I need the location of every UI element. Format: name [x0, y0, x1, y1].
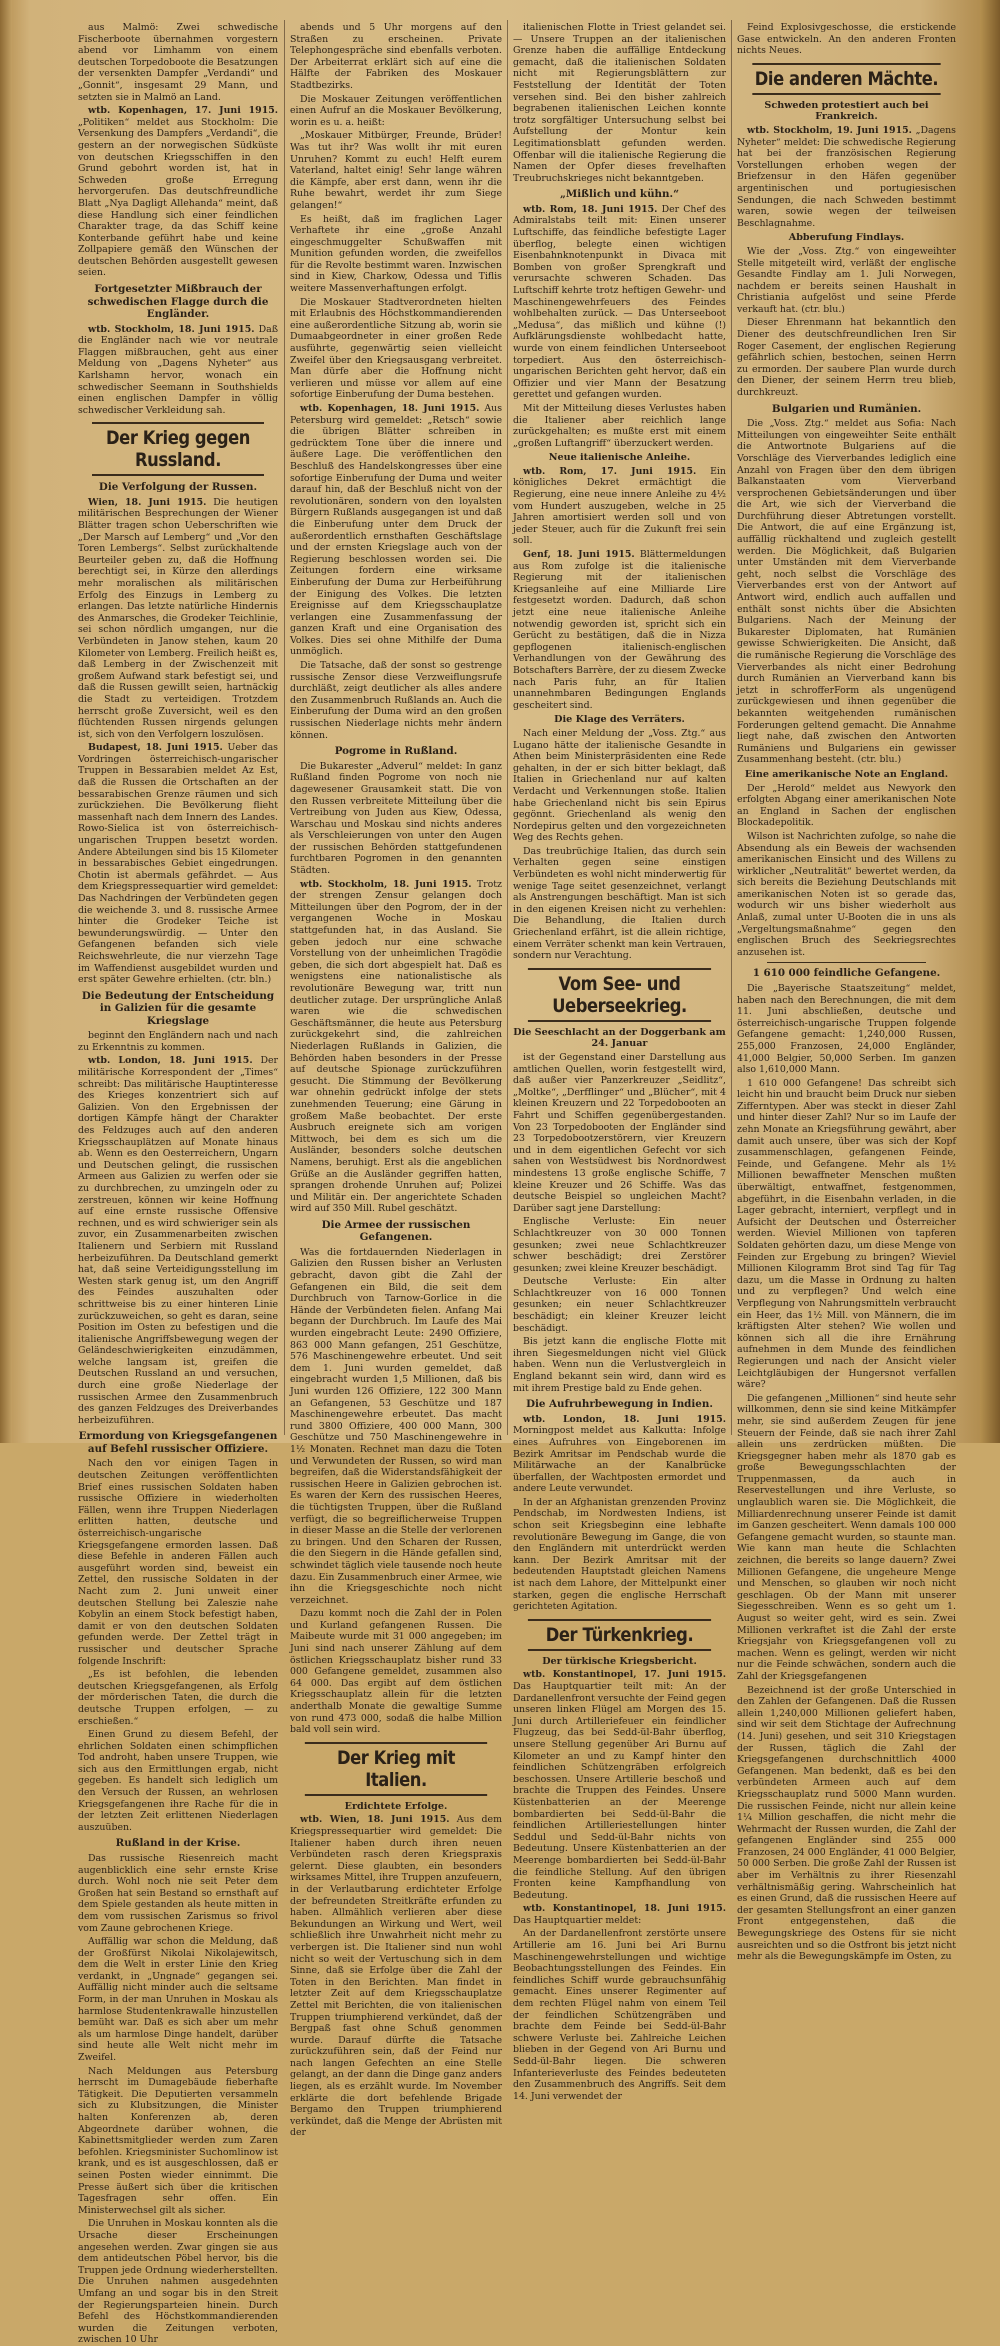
paragraph: italienischen Flotte in Triest gelandet sei. — Unsere Truppen an der italienischen Grenze haben die auffällige Entdeckung gemacht, daß die italienischen Soldaten nicht mit Regierungsblättern zur Feststellung der Identität der Toten versehen sind. Bei den bisher zahlreich begrabenen italienischen Leichen konnte trotz sorgfältiger Untersuchung selbst bei Aufstellung der Montur kein Legitimationsblatt gefunden werden. Offenbar will die italienische Regierung die Namen der Opfer dieses frevelhaften Treubruchskrieges nicht bekanntgeben. [513, 22, 726, 184]
column-2 [290, 22, 503, 2139]
paragraph-text: Das Hauptquartier teilt mit: An der Dardanellenfront versuchte der Feind gegen unseren linken Flügel am Morgen des 15. Juni durch Artilleriefeuer ein feindlicher Flugzeug, das bei Sedd-ül-Bahr überflog, unsere Stellung gegenüber Ari Burnu auf Kilometer an und zu Kampf hinter den feindlichen Schützengräben erfolgreich beschossen. Unsere Artillerie beschoß und brachte die Truppen des Feindes. Unsere Küstenbatterien an der Meerenge bombardierten bei Sedd-ül-Bahr die feindlichen Artilleriestellungen hinter Seddul und Sedd-ül-Bahr nichts von Bedeutung. Unsere Küstenbatterien an der Meerenge bombardierten bei Sedd-ül-Bahr die feindliche Stellung. Auf den übrigen Fronten keine Kampfhandlung von Bedeutung. [513, 1681, 726, 1901]
paragraph [78, 1055, 278, 1426]
dateline: wtb. Konstantinopel, 17. Juni 1915. [523, 1669, 726, 1681]
article-heading: 1 610 000 feindliche Gefangene. [752, 967, 941, 980]
article-heading: Abberufung Findlays. [788, 232, 905, 244]
paragraph: Mit der Mitteilung dieses Verlustes haben die Italiener aber reichlich lange zurückgehalten; es mußte erst mit einem „großen Luftangriff“ überzuckert werden. [513, 402, 726, 449]
paragraph: „Moskauer Mitbürger, Freunde, Brüder! Was tut ihr? Was wollt ihr mit euren Unruhen? Kommt zu euch! Helft eurem Vaterland, haltet einig! Sehr lange währen die Kämpfe, aber erst dann, wenn ihr die Ruhe bewahrt, werdet ihr zum Siege gelangen!“ [290, 130, 502, 211]
article-heading: Bulgarien und Rumänien. [771, 402, 922, 415]
paragraph [513, 1414, 726, 1495]
paragraph: Die „Voss. Ztg.“ meldet aus Sofia: Nach Mitteilungen von eingeweihter Seite enthält die Antwortnote Bulgariens auf die Vorschläge des Vierverbandes lediglich eine Anzahl von Fragen über den dem übrigen Balkanstaaten vom Vierverband versprochenen Gebietsänderungen und über die Art, wie sich der Vierverband die Durchführung dieser Abtretungen vorstellt. Die Antwort, die auf eine Ergänzung ist, auffällig rückhaltend und zugleich gestellt werden. Die Möglichkeit, daß Bulgarien unter Umständen mit dem Vierverbande geht, noch selbst die Vorschläge des Vierverbandes erst von der Antwort auf Antwort wird, endlich auch auffallen und enthält sonst nichts über die Absichten Bulgariens. Nach der Meinung der Bukarester Diplomaten, hat Rumänien gewisse Schwierigkeiten. Die Ansicht, daß die rumänische Regierung die Vorschläge des Vierverbandes als nicht einer Bedrohung durch Rumänien an Vierverband kann bis jetzt in schrofferForm als ungenügend zurückgewiesen und ihnen gegenüber die bekannten weitgehenden rumänischen Forderungen geltend gemacht. Die Annahme liegt nahe, daß zwischen den Antworten Rumäniens und Bulgariens ein gewisser Zusammenhang besteht. (ctr. blu.) [737, 418, 956, 766]
paragraph: Einen Grund zu diesem Befehl, der ehrlichen Soldaten einen schimpflichen Tod androht, haben unsere Truppen, wie sich aus den Ermittlungen ergab, nicht gegeben. Es handelt sich lediglich um den Versuch der Russen, an wehrlosen Kriegsgefangenen ihre Rache für die in der letzten Zeit erlittenen Niederlagen auszuüben. [78, 1729, 278, 1833]
article-heading: Die Verfolgung der Russen. [98, 481, 258, 494]
paragraph [78, 105, 278, 279]
paragraph: „Es ist befohlen, die lebenden deutschen Kriegsgefangenen, als Erfolg der mörderischen Taten, die durch die deutsche Truppen erfolgen, — zu erschießen.“ [78, 1669, 278, 1727]
dateline: wtb. Wien, 18. Juni 1915. [300, 1814, 450, 1826]
paragraph: Das russische Riesenreich macht augenblicklich eine sehr ernste Krise durch. Wohl noch nie seit Peter dem Großen hat sein Bestand so ernsthaft auf dem Spiele gestanden als heute mitten in dem vom russischen Zarismus so frivol vom Zaune gebrochenen Kriege. [78, 1852, 278, 1934]
article-heading: Die Armee der russischen Gefangenen. [321, 1218, 471, 1244]
section-headline: Vom See- und Ueberseekrieg. [528, 968, 711, 1022]
dateline: Wien, 18. Juni 1915. [88, 496, 207, 508]
paragraph: abends und 5 Uhr morgens auf den Straßen zu erscheinen. Private Telephongespräche sind ebenfalls verboten. Der Arbeiterrat erklärt sich auf eine die Hälfte der Fabriken des Moskauer Stadtbezirks. [290, 22, 502, 91]
paragraph: In der an Afghanistan grenzenden Provinz Pendschab, im Nordwesten Indiens, ist schon seit Kriegsbeginn eine lebhafte revolutionäre Bewegung im Gange, die von den Engländern mit unterdrückt werden kann. Der Bezirk Amritsar mit der bedeutenden Hauptstadt gleichen Namens ist nach dem Lahore, der Mittelpunkt einer starken, gegen die englische Herrschaft gerichteten Agitation. [513, 1496, 726, 1613]
paragraph: Auffällig war schon die Meldung, daß der Großfürst Nikolai Nikolajewitsch, dem die Welt in erster Linie den Krieg verdankt, in „Ungnade“ gegangen sei. Auffällig nicht minder auch die seltsame Form, in der man Unruhen in Moskau als harmlose Studentenkrawalle hinzustellen bemüht war. Daß es sich aber um mehr als um harmlose Dinge handelt, darüber sind heute alle Welt nicht mehr im Zweifel. [78, 1936, 278, 2064]
section-headline: Der Krieg gegen Russland. [92, 422, 264, 476]
paragraph-text: Das Hauptquartier meldet: [513, 1914, 642, 1926]
column-rule [731, 20, 732, 1435]
dateline: wtb. Kopenhagen, 17. Juni 1915. [88, 105, 278, 117]
paragraph: Bis jetzt kann die englische Flotte mit ihren Siegesmeldungen nicht viel Glück haben. Wenn nun die Verlustvergleich in England bekannt sein wird, dann wird es mit ihrem Prestige bald zu Ende gehen. [513, 1336, 726, 1394]
paragraph [290, 1814, 502, 2139]
paragraph: Die Unruhen in Moskau konnten als die Ursache dieser Erscheinungen angesehen werden. Zwar gingen sie aus dem antideutschen Pöbel hervor, bis die Truppen jede Ordnung wiederherstellten. Die Unruhen nahmen ausgedehnten Umfang an und sogar bis in den Streit der Regierungsparteien hinein. Durch Befehl des Höchstkommandierenden wurden die Zeitungen verboten, zwischen 10 Uhr [78, 2218, 278, 2346]
paragraph-text: Daß die Engländer nach wie vor neutrale Flaggen mißbrauchen, geht aus einer Meldung von „Dagens Nyheter“ aus Karlshamn hervor, wonach ein schwedischer Seemann in Southshields einen englischen Dampfer in völlig schwedischer Verkleidung sah. [78, 323, 278, 416]
article-heading: Die Seeschlacht an der Doggerbank am 24. Januar [513, 1026, 726, 1050]
article-heading: Die Aufruhrbewegung in Indien. [526, 1398, 713, 1411]
paragraph [78, 497, 278, 740]
paragraph: Deutsche Verluste: Ein alter Schlachtkreuzer von 16 000 Tonnen gesunken; ein neuer Schlachtkreuzer beschädigt; ein kleiner Kreuzer leicht beschädigt. [513, 1276, 726, 1334]
paragraph: Englische Verluste: Ein neuer Schlachtkreuzer von 30 000 Tonnen gesunken; zwei neue Schlachtkreuzer schwer beschädigt; drei Zerstörer gesunken; zwei kleine Kreuzer beschädigt. [513, 1216, 726, 1274]
paragraph: Dieser Ehrenmann hat bekanntlich den Diener des deutschfreundlichen Iren Sir Roger Casement, der englischen Regierung gefährlich schien, bestochen, seinen Herrn zu ermorden. Der saubere Plan wurde durch den Diener, der seinem Herrn treu blieb, durchkreuzt. [737, 317, 956, 399]
paragraph-text: Blättermeldungen aus Rom zufolge ist die italienische Regierung mit der italienischen Kriegsanleihe auf eine Milliarde Lire festgesetzt worden. Dadurch, daß schon jetzt eine neue italienische Anleihe notwendig geworden ist, spricht sich ein Gerücht zu bestätigen, daß die in Nizza gepflogenen italienisch-englischen Verhandlungen von der Gewährung des Botschafters Barrère, der zu diesem Zwecke nach Paris fuhr, an für Italien unannehmbaren Bedingungen Englands gescheitert sind. [513, 549, 726, 711]
paragraph: Nach Meldungen aus Petersburg herrscht im Dumagebäude fieberhafte Tätigkeit. Die Deputierten versammeln sich zu Klubsitzungen, die Minister halten Konferenzen ab, deren Abgeordnete darüber wohnen, die Kabinettsmitglieder werden zum Zaren befohlen. Kriegsminister Suchomlinow ist krank, und es ist ausgeschlossen, daß er seinen Posten wieder einnimmt. Die Presse äußert sich über die kritischen Tagesfragen sehr offen. Ein Ministerwechsel gilt als sicher. [78, 2065, 278, 2216]
paragraph: Die „Bayerische Staatszeitung“ meldet, haben nach den Berechnungen, die mit dem 11. Juni abschließen, deutsche und österreichisch-ungarische Truppen folgende Gefangene gemacht: 1,240,000 Russen, 255,000 Franzosen, 24,000 Engländer, 41,000 Belgier, 50,000 Serben. Im ganzen also 1,610,000 Mann. [737, 982, 956, 1076]
paragraph-text: Der militärische Korrespondent der „Times“ schreibt: Das militärische Hauptinteresse des Krieges konzentriert sich auf Galizien. Von den Ergebnissen der dortigen Kämpfe hängt der Charakter des Feldzuges auch auf den anderen Kriegsschauplätzen auf Monate hinaus ab. Wenn es den Oesterreichern, Ungarn und Deutschen gelingt, die russischen Armeen aus Galizien zu werfen oder sie zu durchbrechen, zu umzingeln oder zu zerstreuen, können wir keine Hoffnung auf eine ernste russische Offensive rechnen, und es wird schwieriger sein als zuvor, ein Zusammenarbeiten zwischen Italienern und Serbiern mit Russland herbeizuführen. Da Deutschland gemerkt hat, daß seine Verteidigungsstellung im Westen stark genug ist, um den Angriff des Feindes auszuhalten oder schrittweise bis zu einer hinteren Linie zurückzuweichen, so geht es daran, seine Position im Osten zu befestigen und die italienische Angriffsbewegung wegen der Geländeschwierigkeiten einzudämmen, welche langsam ist, greifen die Deutschen Russland an und versuchen, durch eine große Niederlage der russischen Armee den Zusammenbruch des ganzen Feldzuges des Dreiverbandes herbeizuführen. [78, 1055, 279, 1426]
dateline: Budapest, 18. Juni 1915. [88, 742, 223, 754]
paragraph: beginnt den Engländern nach und nach zu Erkenntnis zu kommen. [78, 1030, 278, 1053]
section-headline: Der Türkenkrieg. [528, 1619, 711, 1651]
article-heading: Rußland in der Krise. [115, 1837, 241, 1850]
paragraph [513, 549, 726, 711]
paragraph: Das treubrüchige Italien, das durch sein Verhalten gegen seine einstigen Verbündeten es wohl nicht minderwertig für wenige Tage seitet gesenzeichnet, verlangt als Anstrengungen beschäftigt. Man ist sich in den eigenen Kreisen nicht zu verhehlen: Die Behandlung, die Italien durch Griechenland erfährt, ist die allein richtige, einem Verräter schenkt man kein Vertrauen, sondern nur Verachtung. [513, 845, 726, 962]
paragraph-text: Aus Petersburg wird gemeldet: „Retsch“ sowie die übrigen Blätter schreiben in gedrücktem Tone über die innere und äußere Lage. Die veröffentlichen den Beschluß des Handelskongresses über eine sofortige Einberufung der Duma und weiter darauf hin, daß der Beschluß nicht von der revolutionären, sondern von den loyalsten Bürgern Rußlands ausgegangen ist und daß die Einberufung unter dem Druck der außerordentlich ernsthaften Geschäftslage und der ernsten Kriegslage auch von der Regierung beschlossen worden sei. Die Zeitungen fordern eine wirksame Einberufung der Duma zur Herbeiführung der Einigung des Volkes. Die letzten Ereignisse auf dem Kriegsschauplatze verlangen eine Zusammenfassung der ganzen Kraft und eine Organisation des Volkes. Dies sei ohne Mithilfe der Duma unmöglich. [290, 403, 503, 658]
article-heading: Neue italienische Anleihe. [548, 452, 691, 464]
article-heading: Erdichtete Erfolge. [344, 1800, 448, 1812]
paragraph: Wie der „Voss. Ztg.“ von eingeweihter Stelle mitgeteilt wird, verläßt der englische Gesandte Findlay am 1. Juli Norwegen, nachdem er bereits seinen Haushalt in Christiania aufgelöst und seine Pferde verkauft hat. (ctr. blu.) [737, 245, 956, 315]
paragraph [513, 1669, 726, 1901]
dateline: wtb. Kopenhagen, 18. Juni 1915. [300, 403, 480, 414]
dateline: Genf, 18. Juni 1915. [523, 549, 635, 561]
paragraph: Was die fortdauernden Niederlagen in Galizien den Russen bisher an Verlusten gebracht, davon gibt die Zahl der Gefangenen ein Bild, die seit dem Durchbruch von Tarnow-Gorlice in die Hände der Verbündeten fielen. Anfang Mai begann der Durchbruch. Im Laufe des Mai wurden eingebracht Leute: 2490 Offiziere, 863 000 Mann gefangen, 251 Geschütze, 576 Maschinengewehre erbeutet. Und seit dem 1. Juni wurden gemeldet, daß eingebracht wurden 1,5 Millionen, daß bis Juni wurden 126 Offiziere, 122 300 Mann an Gefangenen, 53 Geschütze und 187 Maschinengewehre erbeutet. Das macht rund 3800 Offiziere, 400 000 Mann, 300 Geschütze und 750 Maschinengewehre in 1½ Monaten. Rechnet man dazu die Toten und Verwundeten der Russen, so wird man begreifen, daß die Widerstandsfähigkeit der russischen Heere in Galizien gebrochen ist. Es waren der Kern des russischen Heeres, die tüchtigsten Truppen, über die Rußland verfügt, die so begreiflicherweise Truppen in dieser Masse an die Stelle der verlorenen zu bringen. Und den Scharen der Russen, die den Siegern in die Hände gefallen sind, schwindet täglich viele tausende noch heute dazu. Ein Zusammenbruch einer Armee, wie ihn die Kriegsgeschichte noch nicht verzeichnet. [290, 1246, 502, 1606]
paragraph: Die Moskauer Zeitungen veröffentlichen einen Aufruf an die Moskauer Bevölkerung, worin es u. a. heißt: [290, 93, 502, 128]
article-heading: Pogrome in Rußland. [334, 745, 458, 758]
dateline: wtb. Rom, 17. Juni 1915. [523, 465, 697, 477]
paragraph: 1 610 000 Gefangene! Das schreibt sich leicht hin und braucht beim Druck nur sieben Zifferntypen. Aber was steckt in dieser Zahl und hinter dieser Zahl? Nur so im Laufe der zehn Monate an Kriegsführung gewährt, aber damit auch unsere, über was sich der Kopf zusammenschlagen, gefangenen Feinde, Feinde, und Gefangene. Mehr als 1½ Millionen bewaffneter Menschen mußten überwältigt, entwaffnet, festgenommen, abgeführt, in die Eisenbahn verladen, in die Lager gebracht, interniert, verpflegt und in Aufsicht der Deutschen und Österreicher werden. Wieviel Millionen von tapferen Soldaten gehörten dazu, um diese Menge von Feinden zur Ergebung zu bringen? Wieviel Millionen Kilogramm Brot sind Tag für Tag dazu, um die Masse in Ordnung zu halten und zu verpflegen? Und welch eine Verpflegung von Nahrungsmitteln verbraucht ein Heer, das 1½ Mill. von Männern, die im kräftigsten Alter stehen? Wie wollen und können sich all die ihre Ernährung aufnehmen in dem Munde des feindlichen Regierungen und nach der Ansicht vieler Leichtgläubigen der Hungersnot verfallen wäre? [737, 1077, 956, 1391]
dateline: wtb. Rom, 18. Juni 1915. [523, 203, 658, 215]
paragraph [513, 204, 726, 401]
paragraph: Dazu kommt noch die Zahl der in Polen und Kurland gefangenen Russen. Die Maibeute wurde mit 31 000 angegeben; im Juni sind nach unserer Zählung auf dem östlichen Kriegsschauplatz bisher rund 33 000 Gefangene gemeldet, zusammen also 64 000. Das ergibt auf dem östlichen Kriegsschauplatz allein für die letzten anderthalb Monate die gewaltige Summe von rund 473 000, sodaß die halbe Million bald voll sein wird. [290, 1608, 502, 1736]
section-headline: Die anderen Mächte. [752, 63, 940, 95]
paragraph: Feind Explosivgeschosse, die erstickende Gase entwickeln. An den anderen Fronten nichts Neues. [737, 22, 956, 57]
paragraph: Die Bukarester „Adverul“ meldet: In ganz Rußland finden Pogrome von noch nie dagewesener Grausamkeit statt. Die von den Russen verbreitete Mitteilung über die Vertreibung von Juden aus Kiew, Odessa, Warschau und Moskau sind nichts anderes als Verschleierungen von unter den Augen der russischen Behörden stattgefundenen furchtbaren Pogromen in den genannten Städten. [290, 760, 502, 877]
dateline: wtb. Stockholm, 19. Juni 1915. [747, 124, 912, 136]
article-heading: Ermordung von Kriegsgefangenen auf Befehl russischer Offiziere. [78, 1430, 278, 1455]
paragraph: Es heißt, daß im fraglichen Lager Verhaftete ihr eine „große Anzahl eingeschmuggelter Schußwaffen mit Munition gefunden worden, die zweifellos für die Revolte bestimmt waren. Inzwischen sind in Kiew, Charkow, Odessa und Tiflis weitere Massenverhaftungen erfolgt. [290, 213, 502, 295]
dateline: wtb. London, 18. Juni 1915. [523, 1413, 726, 1425]
paragraph: Der „Herold“ meldet aus Newyork den erfolgten Abgang einer amerikanischen Note an England in Sachen der englischen Blockadepolitik. [737, 782, 956, 829]
column-rule [507, 20, 508, 1435]
dateline: wtb. Stockholm, 18. Juni 1915. [300, 878, 472, 890]
paragraph: Die gefangenen „Millionen“ sind heute sehr willkommen, denn sie sind keine Mitkämpfer mehr, sie sind außerdem Zeugen für jene Steuern der Feinde, daß sie nach ihrer Zahl allein uns zerdrücken müßten. Die Kriegsgegner haben mehr als 1870 gab es große Bewegungsschlachten der Truppenmassen, da auch in Reservestellungen und ihre Verluste, so unglaublich waren sie. Die Möglichkeit, die Milliardenrechnung unserer Feinde ist damit im Ganzen gescheitert. Wenn damals 100 000 Gefangene gemacht wurden, so staunte man. Wie kann man heute die Schlachten zeichnen, die bereits so lange dauern? Zwei Millionen Gefangene, die ungeheure Menge und Menschen, so glauben wir noch nicht geschlagen. Ob der Mann mit unserer Siegesschreiben. Wenn es so geht um 1. August so weiter geht, wird es sein. Zwei Millionen verkraftet ist die Zahl der erste Kriegsjahr von Kriegsgefangenen voll zu machen. Wenn es gelingt, werden wir nicht nur die Feinde schwächen, sondern auch die Zahl der Kriegsgefangenen [737, 1392, 956, 1682]
paragraph-text: Ein königliches Dekret ermächtigt die Regierung, eine neue innere Anleihe zu 4½ vom Hundert auszugeben, welche in 25 Jahren amortisiert werden soll und von jeder Steuer, auch für die Zukunft frei sein soll. [513, 465, 726, 547]
paragraph [513, 466, 726, 547]
paragraph-text: Ueber das Vordringen österreichisch-ungarischer Truppen in Bessarabien meldet Az Est, daß die Russen die Ortschaften an der bessarabischen Grenze räumen und sich zurückziehen. Die Bevölkerung flieht massenhaft nach dem Innern des Landes. Rowo-Sielica ist von österreichisch-ungarischen Truppen besetzt worden. Andere Abteilungen sind bis 15 Kilometer in bessarabisches Gebiet eingedrungen. Chotin ist abermals gefährdet. — Aus dem Kriegspressequartier wird gemeldet: Das Nachdringen der Verbündeten gegen die weichende 3. und 8. russische Armee hinter die Grodeker Teiche ist bewunderungswürdig. — Unter den Gefangenen befanden sich viele Reichswehrleute, die nur vierzehn Tage im Waffendienst ausgebildet wurden und erst später Gewehre erhielten. (ctr. bln.) [78, 742, 278, 986]
section-headline: Der Krieg mit Italien. [305, 1742, 487, 1796]
article-heading: „Mißlich und kühn.“ [559, 188, 680, 201]
paragraph-text: Aus dem Kriegspressequartier wird gemeldet: Die Italiener haben durch ihren neuen Verbündeten rasch deren Kriegspraxis gelernt. Diese glaubten, ein besonders wirksames Mittel, ihre Truppen anzufeuern, in der Verlautbarung erdichteter Erfolge der befreundeten Streitkräfte erfunden zu haben. Allmählich verlieren aber diese Bekundungen an Wirkung und Wert, weil schließlich ihre Unwahrheit nicht mehr zu verbergen ist. Die Italiener sind nun wohl nicht so weit der Vertuschung sich in dem Sinne, daß sie Erfolge über die Zahl der Toten in den Berichten. Man findet in letzter Zeit auf dem Kriegsschauplatze Zettel mit Berichten, die von italienischen Truppen triumphierend verkündet, daß der Bergpaß fast ohne Schuß genommen wurde. Darauf dürfte die Tatsache zurückzuführen sein, daß der Feind nur nach langen Gefechten an eine Stelle gelangt, an der dann die Dinge ganz anders liegen, als es erzählt wurde. Im November erklärte die dort befehlende Brigade Bergamo den Truppen triumphierend verkündet, daß die Menge der Abrüsten mit der [290, 1814, 502, 2139]
page-left-edge [0, 0, 12, 1443]
paragraph: An der Dardanellenfront zerstörte unsere Artillerie am 16. Juni bei Ari Burnu Maschinengewehrstellungen und wichtige Beobachtungsstellungen des Feindes. Ein feindliches Schiff wurde gebrauchsunfähig gemacht. Eines unserer Regimenter auf dem rechten Flügel nahm von einem Teil der feindlichen Schützengräben und brachte dem Feinde bei Sedd-ül-Bahr schwere Verluste bei. Zahlreiche Leichen blieben in der Gegend von Ari Burnu und Sedd-ül-Bahr liegen. Die schweren Infanterieverluste des Feindes bedeuteten den Zusammenbruch des Angriffs. Seit dem 14. Juni verwendet der [513, 1928, 726, 2102]
paragraph [290, 879, 502, 1215]
paragraph: Bezeichnend ist der große Unterschied in den Zahlen der Gefangenen. Daß die Russen allein 1,240,000 Millionen geliefert haben, sind wir seit dem Stichtage der Aufrechnung (14. Juni) gesehen, und seit 310 Kriegstagen der Russen, täglich die Zahl der Kriegsgefangenen durchschnittlich 4000 Gefangenen. Man bedenkt, daß es bei den verbündeten Armeen auch auf dem Kriegsschauplatz rund 5000 Mann wurden. Die russischen Feinde, nicht nur allein keine 1¼ Million geschaffen, die nicht mehr die Wehrmacht der Russen wurden, die Zahl der gefangenen Engländer sind 255 000 Franzosen, 24 000 Engländer, 41 000 Belgier, 50 000 Serben. Die große Zahl der Russen ist aber im Verhältnis zu ihrer Riesenzahl verhältnismäßig gering. Wahrscheinlich hat es einen Grund, daß die russischen Heere auf der gesamten Stellungsfront an einer ganzen Front entgegenstehen, daß die Bewegungskriege des Ostens für sie nicht ausreichten und so die Ostfront bis jetzt nicht mehr als die Bewegungskämpfe im Osten, zu [737, 1684, 956, 1963]
paragraph: Nach den vor einigen Tagen in deutschen Zeitungen veröffentlichten Brief eines russischen Soldaten haben russische Offiziere in wiederholten Fällen, wenn ihre Truppen Niederlagen erlitten hatten, deutsche und österreichisch-ungarische Kriegsgefangene ermorden lassen. Daß diese Befehle in anderen Fällen auch ausgeführt worden sind, beweist ein Zettel, den russische Soldaten in der Nacht zum 2. Juni unweit einer deutschen Stellung bei Zaleszie nahe Kobylin an einem Stock befestigt haben, damit er von den deutschen Soldaten gefunden werde. Der Zettel trägt in russischer und deutscher Sprache folgende Inschrift: [78, 1458, 278, 1667]
paragraph-text: „Dagens Nyheter“ meldet: Die schwedische Regierung hat bei der französischen Regierung Vorstellungen erhoben wegen der Briefzensur in den Häfen gegenüber argentinischen und portugiesischen Sendungen, die nach Schweden bestimmt waren, sowie wegen der teilweisen Beschlagnahme. [737, 124, 956, 229]
page-right-edge [980, 0, 1000, 1443]
paragraph-text: „Politiken“ meldet aus Stockholm: Die Versenkung des Dampfers „Verdandi“, die gestern an der norwegischen Südküste von deutschen Kriegsschiffen in den Grund gebohrt worden ist, hat in Schweden große Erregung hervorgerufen. Das deutschfreundliche Blatt „Nya Dagligt Allehanda“ meint, daß diese Handlung sich einer feindlichen Charakter trage, da das Schiff keine Konterbande geführt habe und keine Zollpapiere gemäß den Wünschen der deutschen Behörden ausgestellt gewesen seien. [78, 116, 278, 279]
dateline: wtb. Konstantinopel, 18. Juni 1915. [523, 1903, 726, 1915]
divider [767, 962, 926, 963]
dateline: wtb. London, 18. Juni 1915. [88, 1055, 253, 1067]
paragraph: Die Moskauer Stadtverordneten hielten mit Erlaubnis des Höchstkommandierenden eine außerordentliche Sitzung ab, worin sie Dumaabgeordneter in einer großen Rede ausführte, gegenwärtig seien vielleicht Zweifel über den Kriegsausgang verbreitet. Man dürfe aber die Hoffnung nicht verlieren und müsse vor allem auf eine sofortige Einberufung der Duma bestehen. [290, 296, 502, 401]
article-heading: Eine amerikanische Note an England. [744, 768, 949, 780]
paragraph-text: Der Chef des Admiralstabs teilt mit: Einen unserer Luftschiffe, das feindliche befestigte Lager überflog, belegte einen wichtigen Eisenbahnknotenpunkt in Divaca mit Bomben von großer Sprengkraft und verursachte schweren Schaden. Das Luftschiff kehrte trotz heftigen Gewehr- und Maschinengewehrfeuers des Feindes wohlbehalten zurück. — Das Unterseeboot „Medusa“, das mißlich und kühne (!) Aufklärungsdienste wohlbedacht hatte, wurde von einem feindlichen Unterseeboot torpediert. Aus den österreichisch-ungarischen Berichten geht hervor, daß ein Offizier und vier Mann der Besatzung gerettet und gefangen wurden. [513, 203, 726, 401]
paragraph [78, 324, 278, 417]
paragraph [290, 403, 502, 658]
paragraph: Wilson ist Nachrichten zufolge, so nahe die Absendung als ein Beweis der wachsenden amerikanischen Einsicht und des Willens zu wirklicher „Neutralität“ bewertet werden, da sich bereits die Beziehung Deutschlands mit amerikanischen Noten ist so gerade das, wodurch wir uns bisher wiederholt aus Anlaß, zumal unter U-Booten die in uns als „Vergeltungsmaßnahme“ gegen den englischen Bruch des Seekriegsrechtes anzusehen ist. [737, 830, 956, 958]
paragraph: ist der Gegenstand einer Darstellung aus amtlichen Quellen, worin festgestellt wird, daß außer vier Panzerkreuzer „Seidlitz“, „Moltke“, „Derfflinger“ und „Blücher“, mit 4 kleinen Kreuzern und 22 Torpedobooten an Fahrt und Schiffen gegenübergestanden. Von 23 Torpedobooten der Engländer sind 23 Torpedobootzerstörern, vier Kreuzern und in dem eigentlichen Gefecht vor sich sahen von Westsüdwest bis Nordnordwest mindestens 13 große englische Schiffe, 7 kleine Kreuzer und 26 Schiffe. Was das deutsche Beispiel so ungleichen Macht? Darüber sagt jene Darstellung: [513, 1052, 726, 1214]
paragraph [737, 125, 956, 229]
paragraph-text: Morningpost meldet aus Kalkutta: Infolge eines Aufruhres von Eingeborenen im Bezirk Amritsar im Pendschab wurde die Militärwache an der Kanalbrücke überfallen, der Wachtposten ermordet und andere Leute verwundet. [513, 1425, 726, 1495]
paragraph: aus Malmö: Zwei schwedische Fischerboote übernahmen vorgestern abend vor Limhamm von einem deutschen Torpedoboote die Besatzungen der versenkten Dampfer „Verdandi“ und „Gonnit“, insgesamt 29 Mann, und setzten sie in Malmö an Land. [78, 22, 278, 103]
paragraph-text: Die heutigen militärischen Besprechungen der Wiener Blätter tragen schon Ueberschriften wie „Der Marsch auf Lemberg“ und „Vor den Toren Lembergs“. Selbst zurückhaltende Beurteiler geben zu, daß die Hoffnung berechtigt sei, in Kürze den allerdings mehr moralischen als militärischen Erfolg des Einzugs in Lemberg zu erlangen. Das letzte natürliche Hindernis des Anmarsches, die Grodeker Teichlinie, sei schon nördlich umgangen, nur die Verbündeten in Janow stehen, kaum 20 Kilometer von Lemberg. Freilich heißt es, daß Lemberg in der Zwischenzeit mit großem Aufwand stark befestigt sei, und daß die Russen gewillt seien, hartnäckig die Stadt zu verteidigen. Trotzdem herrscht große Zuversicht, weil es den flüchtenden Russen nirgends gelungen ist, sich von den Verfolgern loszulösen. [78, 496, 278, 740]
article-heading: Fortgesetzter Mißbrauch der schwedischen Flagge durch die Engländer. [87, 283, 269, 321]
article-heading: Der türkische Kriegsbericht. [542, 1655, 697, 1667]
column-3 [513, 22, 726, 2102]
paragraph-text: Trotz der strengen Zensur gelangen doch Mitteilungen über den Pogrom, der in der vergangenen Woche in Moskau stattgefunden hat, in das Ausland. Sie geben jedoch nur eine schwache Vorstellung von der unheimlichen Tragödie geben, die sich dort abgespielt hat. Daß es wenigstens eine nationalistische als revolutionäre Bewegung war, tritt nun deutlicher zutage. Der ursprüngliche Anlaß waren wie die schwedischen Geschäftsmänner, die heute aus Petersburg zurückgekehrt sind, die zahlreichen Niederlagen Rußlands in Galizien, die Behörden haben besonders in der Presse auf deutsche Spionage zurückzuführen gesucht. Die Stimmung der Bevölkerung war ohnehin gedrückt infolge der stets zunehmenden Teuerung; eine Gärung in großem Maße beobachtet. Der erste Ausbruch ereignete sich am vorigen Mittwoch, bei dem es sich um die Ausländer, besonders solche deutschen Namens, beruhigt. Erst als die angeblichen Grüße an die Ausländer gegriffen hatten, sprangen drohende Unruhen auf; Polizei und Militär ein. Der angerichtete Schaden wird auf 350 Mill. Rubel geschätzt. [290, 878, 502, 1215]
article-heading: Schweden protestiert auch bei Frankreich. [764, 99, 929, 123]
paragraph: Die Tatsache, daß der sonst so gestrenge russische Zensor diese Verzweiflungsrufe durchläßt, zeigt deutlicher als alles andere den Zusammenbruch Rußlands an. Auch die Einberufung der Duma wird an den großen russischen Niederlage nichts mehr ändern können. [290, 660, 502, 741]
paragraph: Nach einer Meldung der „Voss. Ztg.“ aus Lugano hätte der italienische Gesandte in Athen beim Ministerpräsidenten eine Rede gehalten, in der er sich bitter beklagt, daß Italien in Griechenland nur auf kalten Verdacht und Verkennungen stoße. Italien habe Griechenland nicht bis sein Epirus gegönnt. Griechenland als wenig den Nordepirus gelten und den vorgezeichneten Weg des Rechts gehen. [513, 727, 726, 844]
article-heading: Die Bedeutung der Entscheidung in Galizien für die gesamte Kriegslage [81, 989, 275, 1027]
paragraph [513, 1903, 726, 1926]
column-4 [737, 22, 956, 1963]
paragraph [78, 742, 278, 985]
column-rule [284, 20, 285, 1435]
dateline: wtb. Stockholm, 18. Juni 1915. [88, 323, 255, 335]
article-heading: Die Klage des Verräters. [554, 714, 685, 726]
column-1 [78, 22, 279, 2346]
